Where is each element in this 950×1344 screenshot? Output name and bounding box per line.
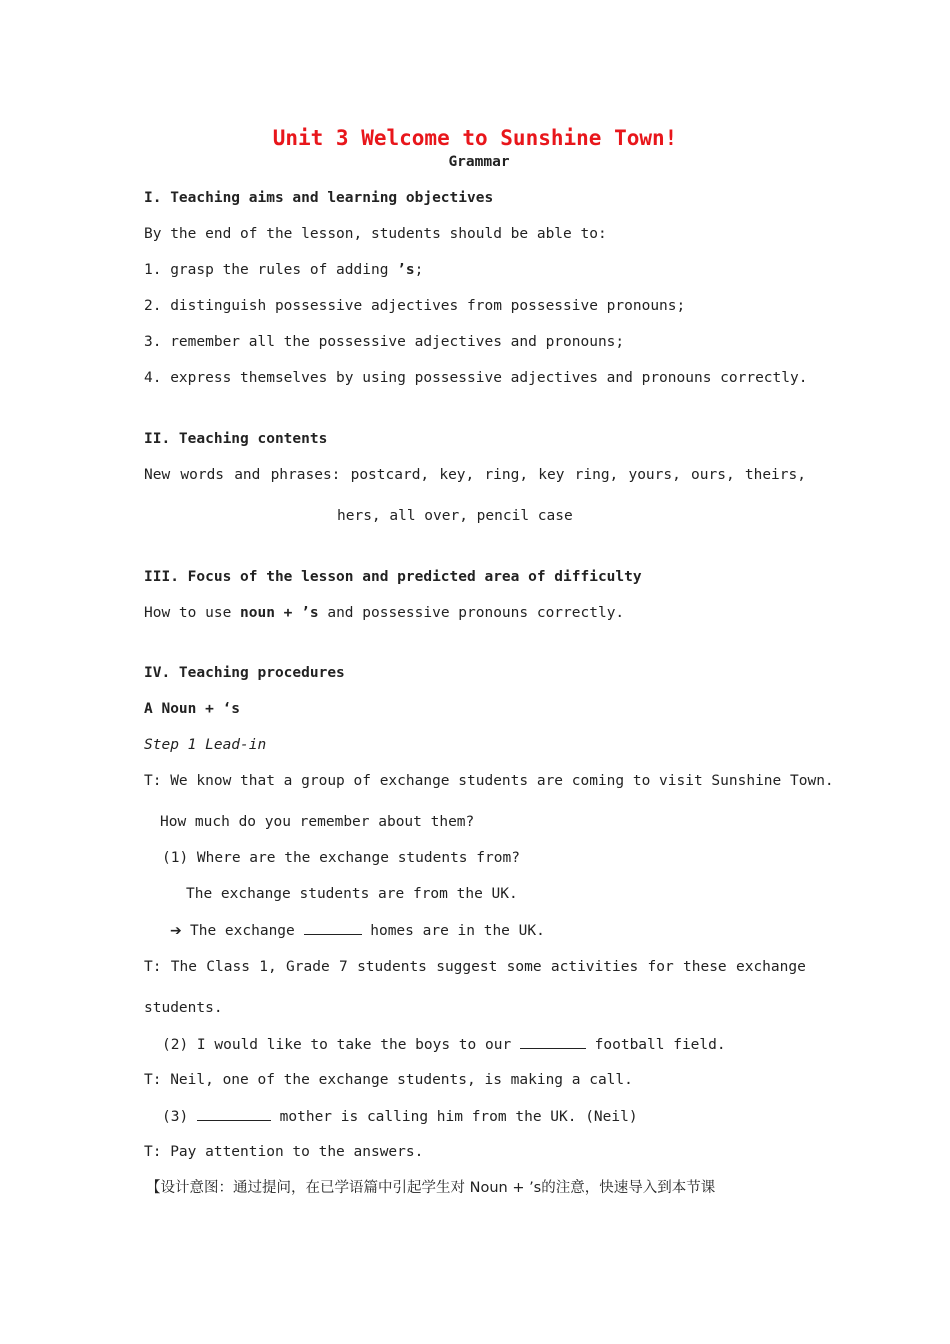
new-words-line-1 — [144, 465, 806, 485]
answer-1: The exchange students are from the UK. — [186, 886, 518, 902]
word-item: exchange — [735, 959, 806, 975]
teacher-line-1: T: We know that a group of exchange students are coming to visit Sunshine Town. — [144, 773, 834, 789]
arrow-right-icon: ➔ — [170, 923, 182, 939]
word-item: Grade — [286, 959, 330, 975]
word-item: ring, — [574, 467, 619, 483]
word-item: 7 — [339, 959, 348, 975]
word-item: ours, — [691, 467, 735, 483]
section-4-heading: IV. Teaching procedures — [144, 665, 345, 681]
section-2-heading: II. Teaching contents — [144, 431, 328, 447]
word-item: for — [647, 959, 674, 975]
word-item: these — [683, 959, 727, 975]
page-subtitle: Grammar — [448, 154, 510, 170]
word-item: T: — [144, 959, 162, 975]
objective-2: 2. distinguish possessive adjectives from possessive pronouns; — [144, 298, 686, 314]
teacher-line-2 — [144, 957, 806, 977]
word-item: key, — [439, 467, 475, 483]
word-item: New — [144, 467, 171, 483]
section-3-heading: III. Focus of the lesson and predicted area of difficulty — [144, 569, 642, 585]
teacher-line-3: T: Neil, one of the exchange students, is making a call. — [144, 1072, 633, 1088]
subsection-a-heading: A Noun + ‘s — [144, 701, 241, 717]
teacher-line-1-cont: How much do you remember about them? — [160, 814, 475, 830]
word-item: key — [538, 467, 565, 483]
page-title: Unit 3 Welcome to Sunshine Town! — [272, 126, 678, 150]
word-item: 1, — [259, 959, 277, 975]
question-1: (1) Where are the exchange students from? — [162, 850, 520, 866]
question-3: (3) mother is calling him from the UK. (Neil) — [162, 1106, 638, 1127]
objective-3: 3. remember all the possessive adjectives and pronouns; — [144, 334, 625, 350]
section-1-heading: I. Teaching aims and learning objectives — [144, 190, 494, 206]
objective-1: 1. grasp the rules of adding ’s; — [144, 262, 424, 278]
arrow-sentence: ➔ The exchange homes are in the UK. — [170, 920, 545, 941]
section-1-intro: By the end of the lesson, students should be able to: — [144, 226, 607, 242]
word-item: yours, — [628, 467, 681, 483]
answer-blank-1 — [304, 920, 362, 935]
word-item: postcard, — [350, 467, 430, 483]
word-item: theirs, — [744, 467, 806, 483]
answer-blank-3 — [197, 1106, 271, 1121]
word-item: Class — [206, 959, 250, 975]
word-item: ring, — [484, 467, 529, 483]
step-1-heading: Step 1 Lead-in — [144, 737, 267, 753]
design-intent-note: 【设计意图：通过提问，在已学语篇中引起学生对 Noun + ’s的注意，快速导入到本节课 — [146, 1180, 716, 1196]
question-2: (2) I would like to take the boys to our football field. — [162, 1034, 726, 1055]
word-item: suggest — [436, 959, 498, 975]
word-item: activities — [550, 959, 639, 975]
word-item: students — [357, 959, 427, 975]
word-item: and — [234, 467, 261, 483]
new-words-line-2: hers, all over, pencil case — [337, 508, 573, 524]
answer-blank-2 — [520, 1034, 586, 1049]
focus-text: How to use noun + ’s and possessive pronouns correctly. — [144, 605, 625, 621]
word-item: words — [180, 467, 225, 483]
word-item: some — [506, 959, 542, 975]
teacher-line-2-cont: students. — [144, 1000, 223, 1016]
teacher-line-4: T: Pay attention to the answers. — [144, 1144, 424, 1160]
objective-4: 4. express themselves by using possessive adjectives and pronouns correctly. — [144, 370, 808, 386]
word-item: phrases: — [270, 467, 341, 483]
word-item: The — [170, 959, 197, 975]
